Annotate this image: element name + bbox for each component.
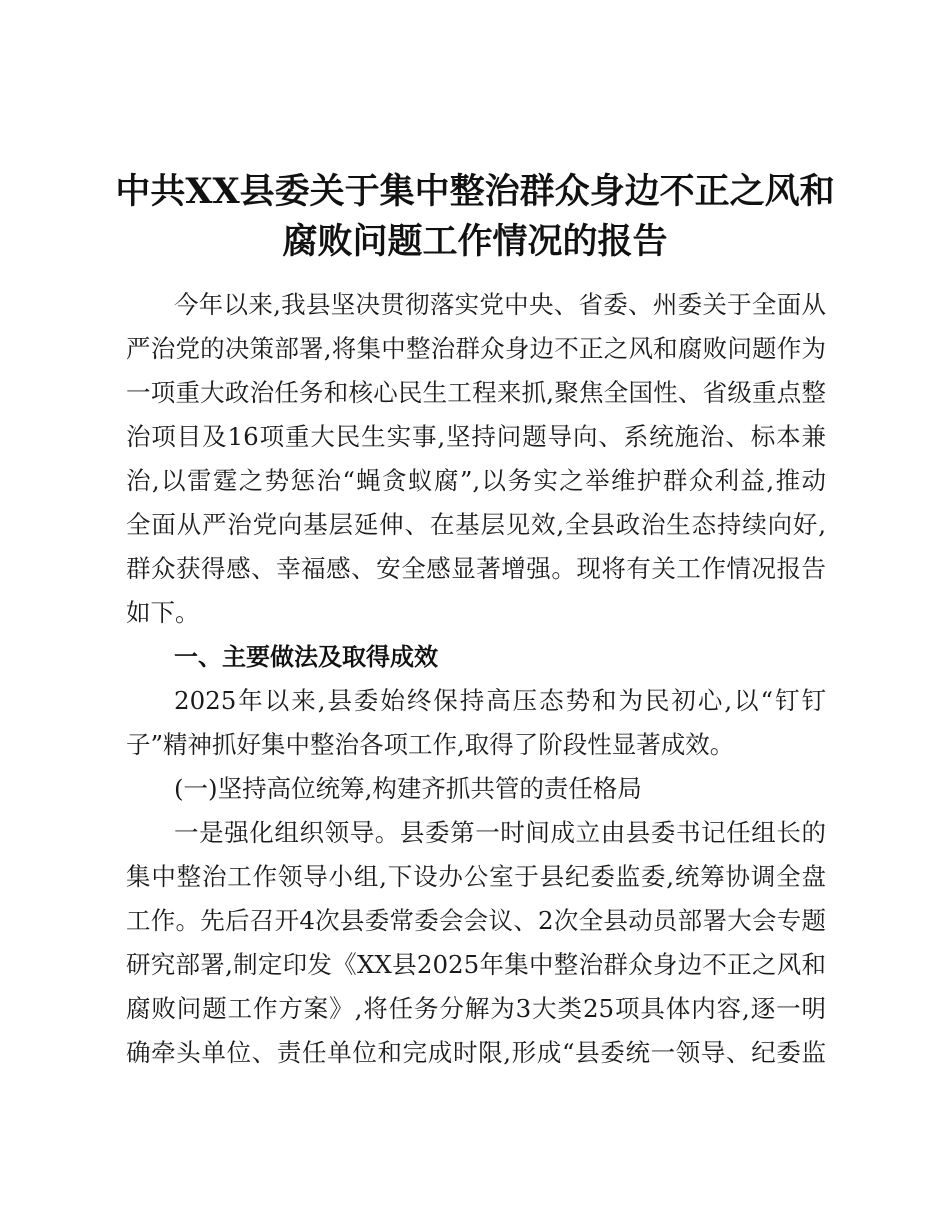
intro-line: 如下。 — [126, 598, 200, 627]
section-heading: 一、主要做法及取得成效 — [174, 643, 438, 671]
subsection-1-line: 集中整治工作领导小组,下设办公室于县纪委监委,统筹协调全盘 — [126, 862, 826, 891]
subsection-1-line: 工作。先后召开4次县委常委会会议、2次全县动员部署大会专题 — [126, 906, 826, 935]
section-1-line: 2025年以来,县委始终保持高压态势和为民初心,以“钉钉 — [174, 686, 826, 715]
intro-line: 一项重大政治任务和核心民生工程来抓,聚焦全国性、省级重点整 — [126, 378, 826, 407]
section-1-line: 子”精神抓好集中整治各项工作,取得了阶段性显著成效。 — [126, 730, 735, 759]
document-title-line-2: 腐败问题工作情况的报告 — [282, 221, 668, 262]
document-title-line-1: 中共XX县委关于集中整治群众身边不正之风和 — [115, 171, 835, 212]
subsection-heading: (一)坚持高位统筹,构建齐抓共管的责任格局 — [174, 774, 642, 803]
subsection-1-line: 确牵头单位、责任单位和完成时限,形成“县委统一领导、纪委监 — [126, 1038, 826, 1067]
intro-line: 严治党的决策部署,将集中整治群众身边不正之风和腐败问题作为 — [126, 334, 826, 363]
intro-line: 全面从严治党向基层延伸、在基层见效,全县政治生态持续向好, — [126, 510, 826, 539]
subsection-1-line: 一是强化组织领导。县委第一时间成立由县委书记任组长的 — [174, 818, 826, 847]
subsection-1-line: 腐败问题工作方案》,将任务分解为3大类25项具体内容,逐一明 — [126, 994, 826, 1023]
intro-line: 群众获得感、幸福感、安全感显著增强。现将有关工作情况报告 — [126, 554, 826, 583]
intro-line: 治,以雷霆之势惩治“蝇贪蚁腐”,以务实之举维护群众利益,推动 — [126, 466, 826, 495]
intro-line: 今年以来,我县坚决贯彻落实党中央、省委、州委关于全面从 — [174, 290, 826, 319]
intro-line: 治项目及16项重大民生实事,坚持问题导向、系统施治、标本兼 — [126, 422, 826, 451]
subsection-1-line: 研究部署,制定印发《XX县2025年集中整治群众身边不正之风和 — [126, 950, 826, 979]
